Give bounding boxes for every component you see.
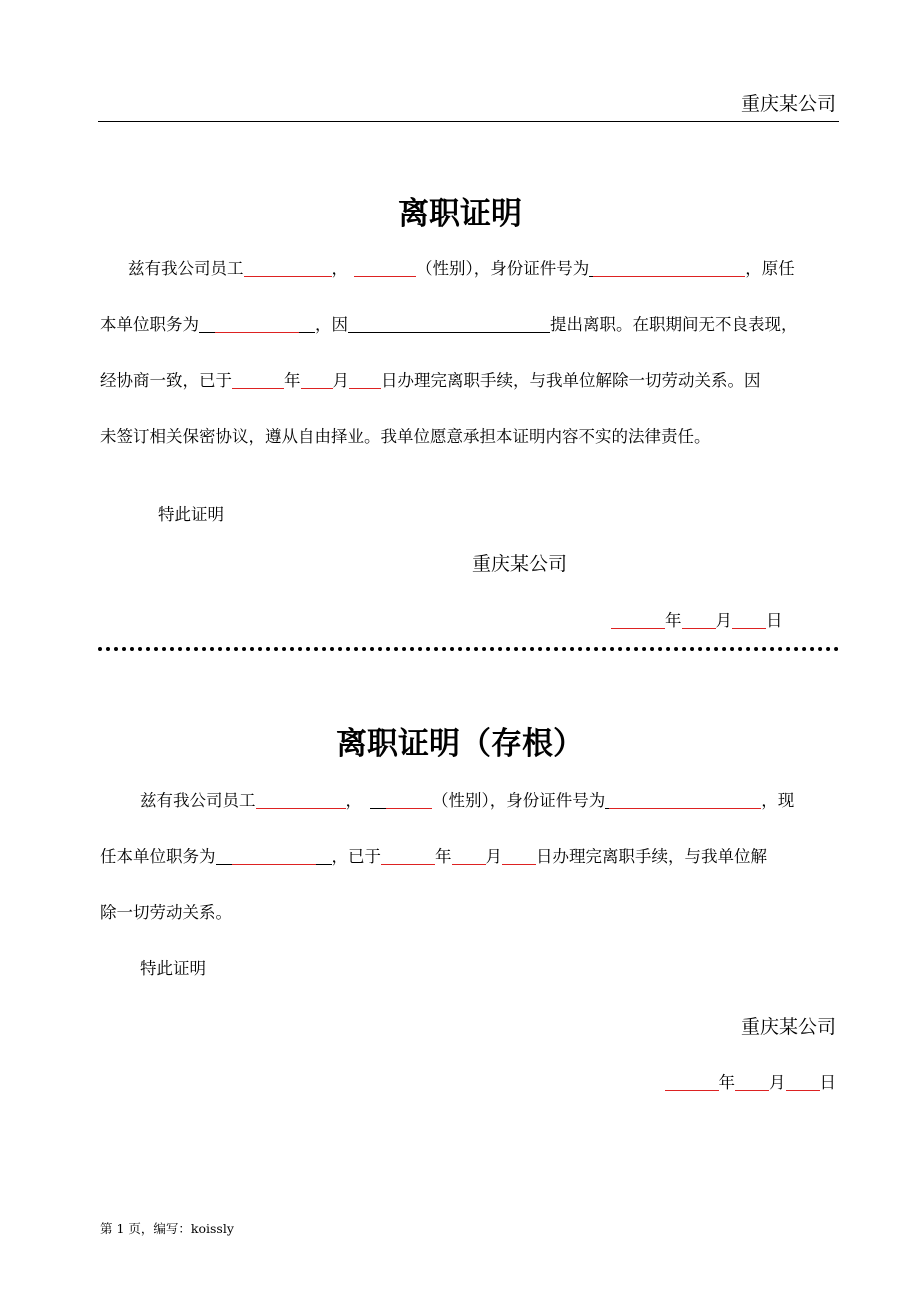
stub-month-blank[interactable] <box>452 845 486 862</box>
certificate-line-3: 经协商一致，已于 年 月 日办理完离职手续，与我单位解除一切劳动关系。因 <box>100 371 761 390</box>
header-rule <box>98 121 839 122</box>
stub-line-2: 任本单位职务为 ，已于 年 月 日办理完离职手续，与我单位解 <box>100 847 767 866</box>
reason-blank[interactable] <box>348 313 550 330</box>
sign-year-blank[interactable] <box>611 609 665 626</box>
sign-month-blank[interactable] <box>682 609 716 626</box>
year-blank[interactable] <box>232 369 284 386</box>
stub-day-blank[interactable] <box>502 845 536 862</box>
sign-day-blank[interactable] <box>732 609 766 626</box>
certificate-date: 年 月 日 <box>611 607 783 631</box>
gender-blank[interactable] <box>370 257 416 274</box>
page-footer: 第 1 页，编写：koissly <box>100 1221 234 1236</box>
certificate-special: 特此证明 <box>158 505 224 524</box>
stub-line-3: 除一切劳动关系。 <box>100 903 232 922</box>
stub-sign-year-blank[interactable] <box>665 1071 719 1088</box>
stub-gender-blank[interactable] <box>386 789 432 806</box>
day-blank[interactable] <box>349 369 381 386</box>
certificate-line-4: 未签订相关保密协议，遵从自由择业。我单位愿意承担本证明内容不实的法律责任。 <box>100 427 711 446</box>
stub-date: 年 月 日 <box>665 1069 837 1093</box>
stub-sign-day-blank[interactable] <box>786 1071 820 1088</box>
certificate-line-2: 本单位职务为 ，因 提出离职。在职期间无不良表现， <box>100 315 798 334</box>
stub-id-number-blank[interactable] <box>609 789 761 806</box>
gender-blank-black <box>354 257 370 274</box>
stub-employee-name-blank[interactable] <box>256 789 346 806</box>
id-number-blank[interactable] <box>593 257 745 274</box>
stub-special: 特此证明 <box>140 959 206 978</box>
employee-name-blank[interactable] <box>244 257 332 274</box>
position-blank[interactable] <box>215 313 299 330</box>
stub-year-blank[interactable] <box>381 845 435 862</box>
header-company: 重庆某公司 <box>740 93 836 115</box>
certificate-title: 离职证明 <box>398 196 522 232</box>
certificate-line-1: 兹有我公司员工 ， （性别），身份证件号为 ，原任 <box>128 259 795 278</box>
stub-sign-month-blank[interactable] <box>735 1071 769 1088</box>
stub-line-1: 兹有我公司员工 ， （性别），身份证件号为 ，现 <box>140 791 795 810</box>
cut-line <box>98 647 839 651</box>
certificate-company: 重庆某公司 <box>472 553 568 575</box>
stub-title: 离职证明（存根） <box>336 726 584 762</box>
stub-position-blank[interactable] <box>232 845 316 862</box>
stub-company: 重庆某公司 <box>740 1016 836 1038</box>
month-blank[interactable] <box>301 369 333 386</box>
